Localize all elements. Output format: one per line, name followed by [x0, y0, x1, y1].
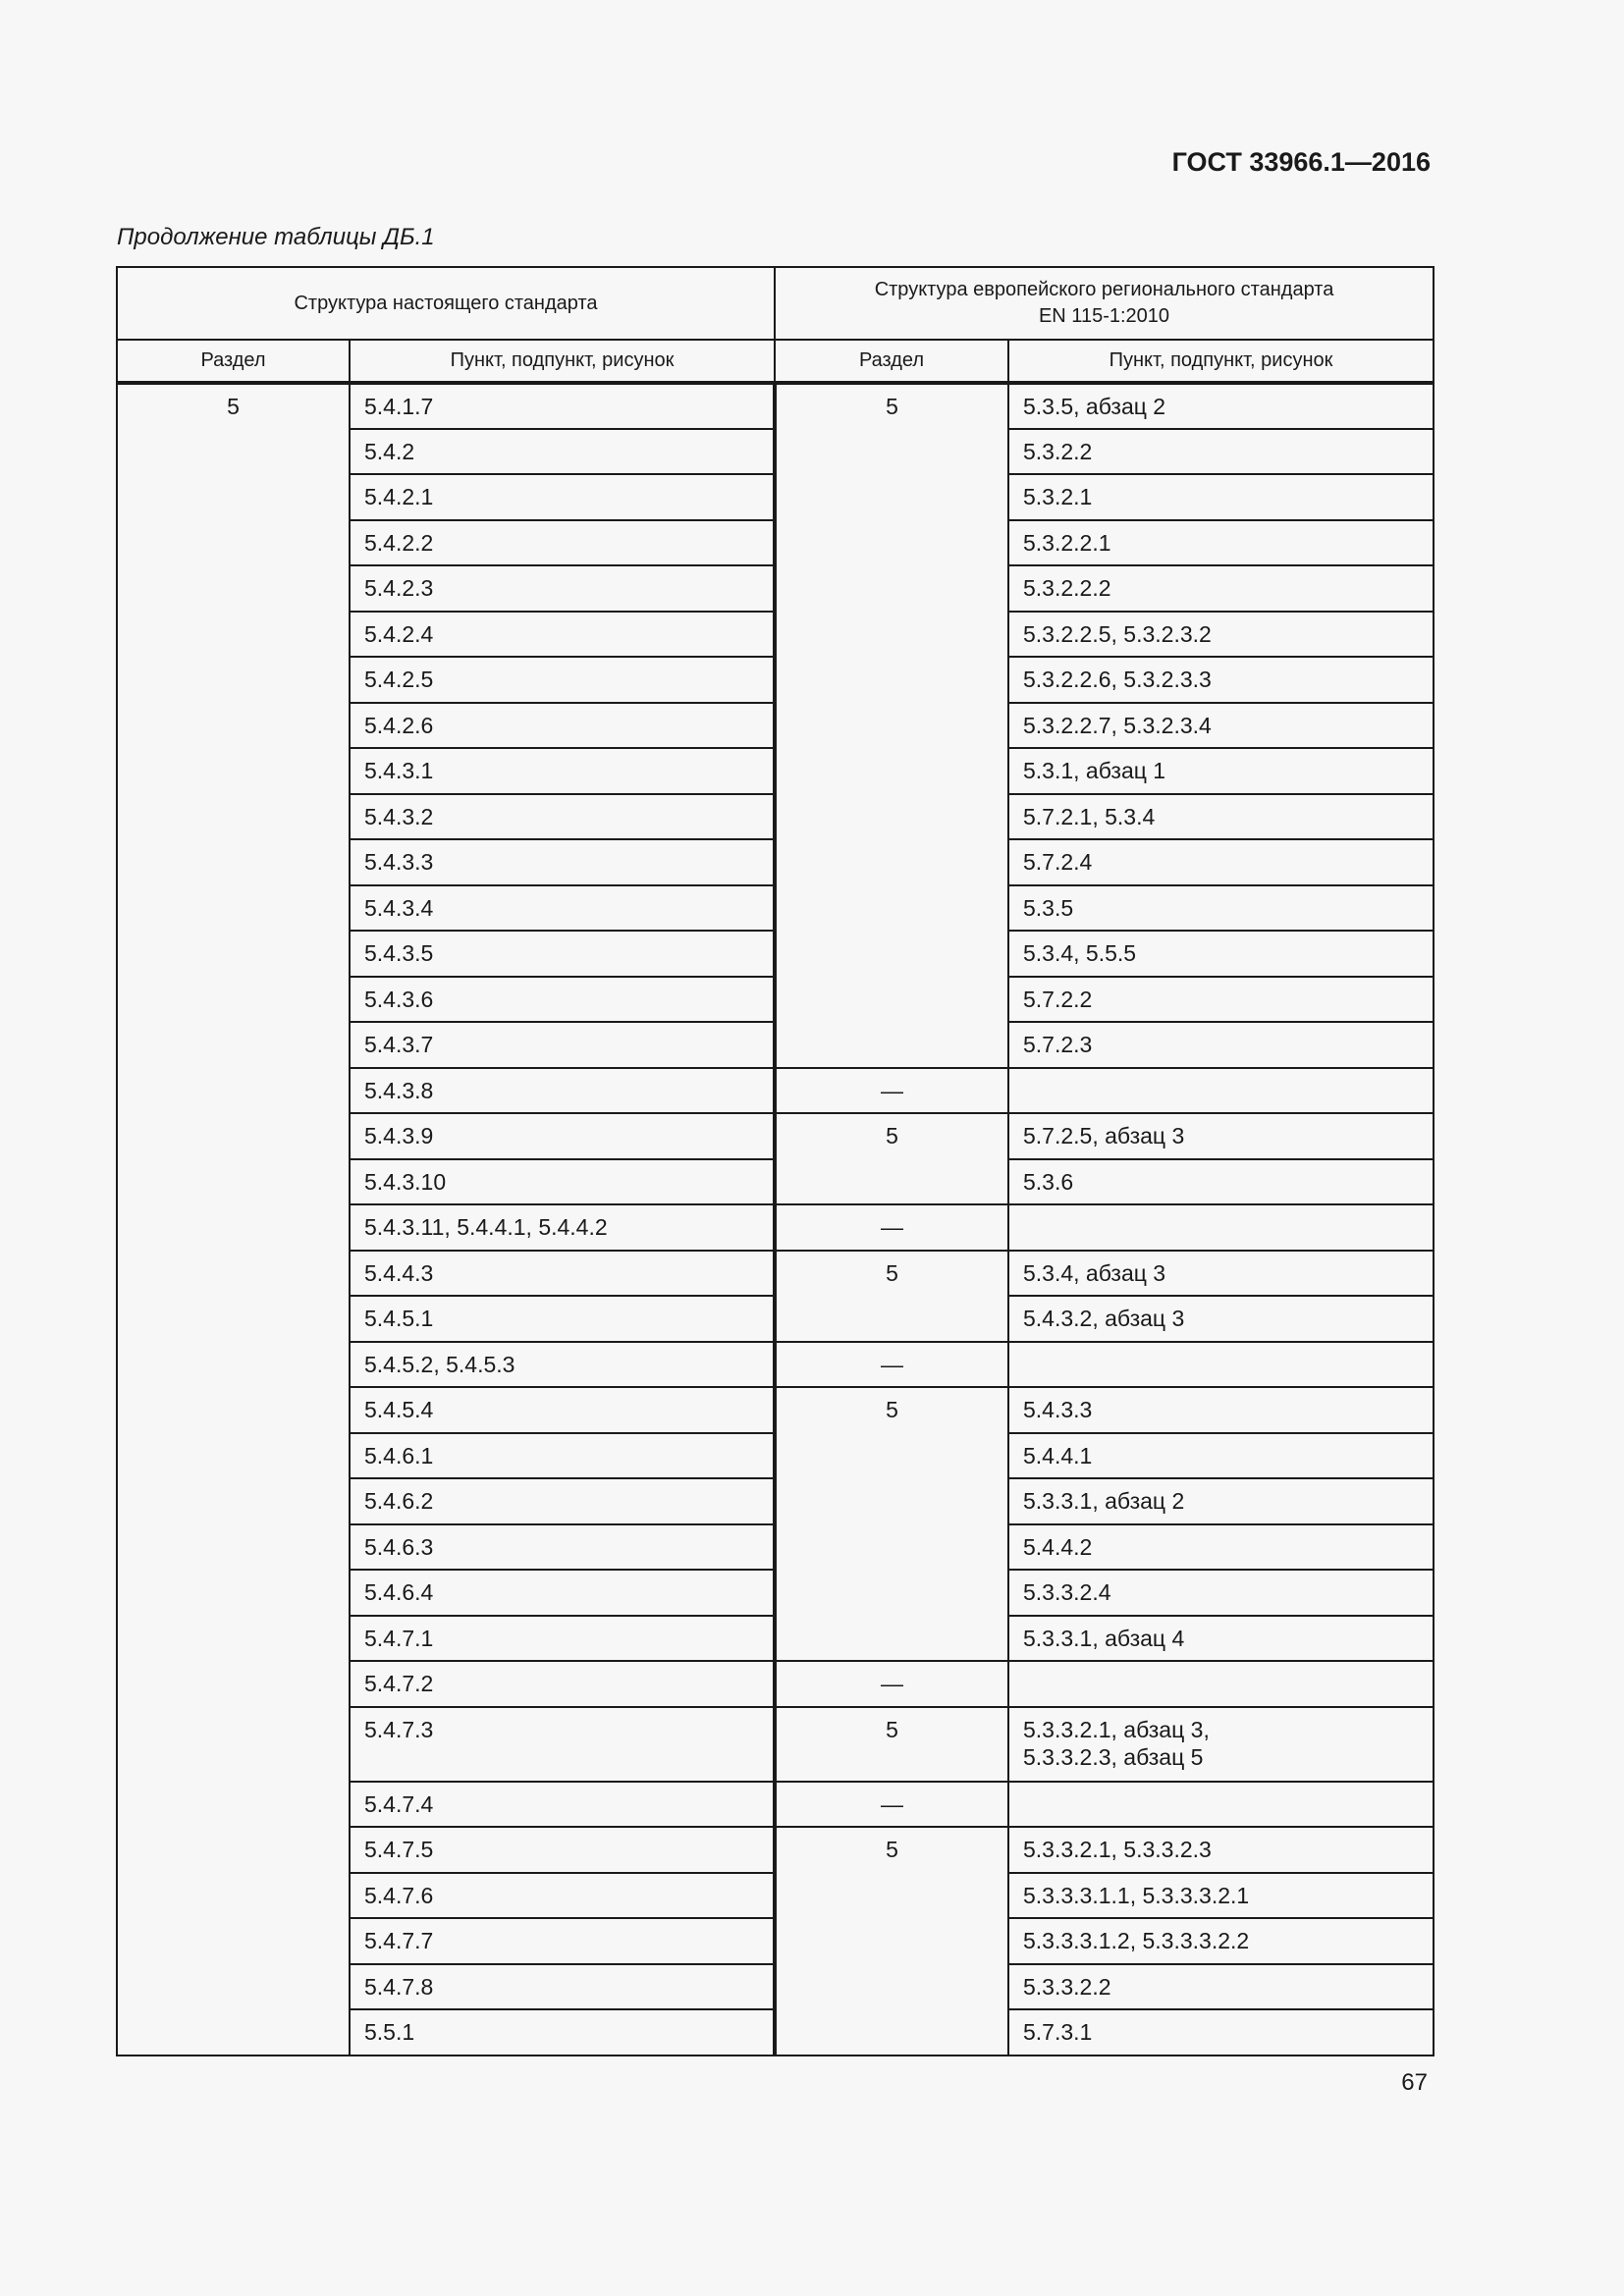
mapping-table	[116, 266, 1435, 2056]
section-eu-cell: 5	[775, 1387, 1008, 1661]
clause-eu-cell: 5.3.3.1, абзац 2	[1008, 1478, 1434, 1524]
clause-eu-cell	[1008, 1782, 1434, 1828]
clause-cell: 5.4.7.2	[350, 1661, 775, 1707]
section-eu-cell: —	[775, 1661, 1008, 1707]
clause-eu-cell: 5.3.2.2.2	[1008, 565, 1434, 612]
clause-eu-cell	[1008, 1068, 1434, 1114]
clause-cell: 5.4.3.4	[350, 885, 775, 932]
clause-eu-cell: 5.3.3.2.4	[1008, 1570, 1434, 1616]
clause-eu-cell	[1008, 1661, 1434, 1707]
clause-cell: 5.4.5.2, 5.4.5.3	[350, 1342, 775, 1388]
clause-eu-cell: 5.4.4.2	[1008, 1524, 1434, 1571]
column-header-section: Раздел	[117, 340, 350, 383]
clause-eu-cell: 5.4.3.2, абзац 3	[1008, 1296, 1434, 1342]
clause-eu-cell: 5.3.5	[1008, 885, 1434, 932]
clause-eu-cell: 5.3.3.2.1, 5.3.3.2.3	[1008, 1827, 1434, 1873]
clause-eu-cell: 5.3.6	[1008, 1159, 1434, 1205]
clause-eu-cell	[1008, 1342, 1434, 1388]
header-european-standard	[775, 267, 1434, 340]
clause-cell: 5.4.7.1	[350, 1616, 775, 1662]
clause-cell: 5.4.2.6	[350, 703, 775, 749]
clause-cell: 5.4.3.6	[350, 977, 775, 1023]
section-eu-cell: 5	[775, 1707, 1008, 1782]
clause-cell: 5.4.4.3	[350, 1251, 775, 1297]
clause-eu-cell: 5.7.3.1	[1008, 2009, 1434, 2056]
column-header-clause: Пункт, подпункт, рисунок	[350, 340, 775, 383]
clause-eu-line2: 5.3.3.2.3, абзац 5	[1023, 1743, 1204, 1770]
clause-cell: 5.4.3.1	[350, 748, 775, 794]
clause-eu-cell: 5.4.4.1	[1008, 1433, 1434, 1479]
clause-eu-cell: 5.3.3.3.1.2, 5.3.3.3.2.2	[1008, 1918, 1434, 1964]
clause-cell: 5.4.1.7	[350, 383, 775, 429]
clause-cell: 5.4.2.1	[350, 474, 775, 520]
clause-cell: 5.4.3.3	[350, 839, 775, 885]
clause-eu-cell: 5.7.2.3	[1008, 1022, 1434, 1068]
clause-cell: 5.4.6.2	[350, 1478, 775, 1524]
clause-cell: 5.4.7.6	[350, 1873, 775, 1919]
section-eu-cell: —	[775, 1204, 1008, 1251]
clause-eu-cell: 5.3.4, 5.5.5	[1008, 931, 1434, 977]
clause-eu-cell: 5.7.2.4	[1008, 839, 1434, 885]
header-european-standard-line1: Структура европейского регионального стандарта	[874, 279, 1334, 300]
clause-eu-cell: 5.7.2.2	[1008, 977, 1434, 1023]
clause-cell: 5.4.7.5	[350, 1827, 775, 1873]
clause-eu-cell: 5.7.2.5, абзац 3	[1008, 1113, 1434, 1159]
table-row	[117, 383, 1434, 429]
section-eu-cell: 5	[775, 1251, 1008, 1342]
clause-eu-cell: 5.3.2.2	[1008, 429, 1434, 475]
clause-cell: 5.4.3.10	[350, 1159, 775, 1205]
clause-cell: 5.4.2	[350, 429, 775, 475]
clause-cell: 5.4.5.1	[350, 1296, 775, 1342]
clause-cell: 5.4.6.3	[350, 1524, 775, 1571]
clause-eu-cell: 5.3.5, абзац 2	[1008, 383, 1434, 429]
clause-eu-cell: 5.7.2.1, 5.3.4	[1008, 794, 1434, 840]
clause-eu-cell: 5.3.2.2.1	[1008, 520, 1434, 566]
clause-cell: 5.4.7.3	[350, 1707, 775, 1782]
clause-eu-cell: 5.3.1, абзац 1	[1008, 748, 1434, 794]
document-header: ГОСТ 33966.1—2016	[1171, 147, 1431, 177]
clause-eu-cell: 5.3.3.2.2	[1008, 1964, 1434, 2010]
clause-eu-cell: 5.4.3.3	[1008, 1387, 1434, 1433]
clause-eu-cell: 5.3.4, абзац 3	[1008, 1251, 1434, 1297]
clause-cell: 5.4.2.5	[350, 657, 775, 703]
clause-cell: 5.4.6.1	[350, 1433, 775, 1479]
clause-eu-cell: 5.3.2.2.6, 5.3.2.3.3	[1008, 657, 1434, 703]
clause-eu-cell: 5.3.2.2.7, 5.3.2.3.4	[1008, 703, 1434, 749]
header-current-standard: Структура настоящего стандарта	[117, 267, 775, 340]
clause-eu-cell: 5.3.2.2.5, 5.3.2.3.2	[1008, 612, 1434, 658]
clause-cell: 5.4.7.8	[350, 1964, 775, 2010]
clause-cell: 5.5.1	[350, 2009, 775, 2056]
clause-cell: 5.4.3.2	[350, 794, 775, 840]
clause-cell: 5.4.2.4	[350, 612, 775, 658]
clause-cell: 5.4.3.8	[350, 1068, 775, 1114]
clause-eu-cell	[1008, 1204, 1434, 1251]
section-eu-cell: —	[775, 1342, 1008, 1388]
page-number: 67	[1401, 2069, 1428, 2096]
clause-eu-cell	[1008, 1707, 1434, 1782]
clause-cell: 5.4.5.4	[350, 1387, 775, 1433]
clause-cell: 5.4.3.9	[350, 1113, 775, 1159]
section-eu-cell: 5	[775, 383, 1008, 1068]
clause-cell: 5.4.2.2	[350, 520, 775, 566]
section-eu-cell: —	[775, 1068, 1008, 1114]
section-cell: 5	[117, 383, 350, 2056]
column-header-clause-eu: Пункт, подпункт, рисунок	[1008, 340, 1434, 383]
clause-eu-cell: 5.3.3.1, абзац 4	[1008, 1616, 1434, 1662]
clause-cell: 5.4.7.7	[350, 1918, 775, 1964]
clause-eu-line1: 5.3.3.2.1, абзац 3,	[1023, 1716, 1210, 1742]
clause-cell: 5.4.7.4	[350, 1782, 775, 1828]
section-eu-cell: 5	[775, 1827, 1008, 2056]
clause-cell: 5.4.2.3	[350, 565, 775, 612]
clause-cell: 5.4.6.4	[350, 1570, 775, 1616]
column-header-section-eu: Раздел	[775, 340, 1008, 383]
section-eu-cell: 5	[775, 1113, 1008, 1204]
clause-cell: 5.4.3.7	[350, 1022, 775, 1068]
table-caption: Продолжение таблицы ДБ.1	[117, 224, 435, 250]
header-european-standard-line2: EN 115-1:2010	[1038, 305, 1170, 327]
clause-eu-cell: 5.3.2.1	[1008, 474, 1434, 520]
clause-eu-cell: 5.3.3.3.1.1, 5.3.3.3.2.1	[1008, 1873, 1434, 1919]
clause-cell: 5.4.3.11, 5.4.4.1, 5.4.4.2	[350, 1204, 775, 1251]
clause-cell: 5.4.3.5	[350, 931, 775, 977]
section-eu-cell: —	[775, 1782, 1008, 1828]
